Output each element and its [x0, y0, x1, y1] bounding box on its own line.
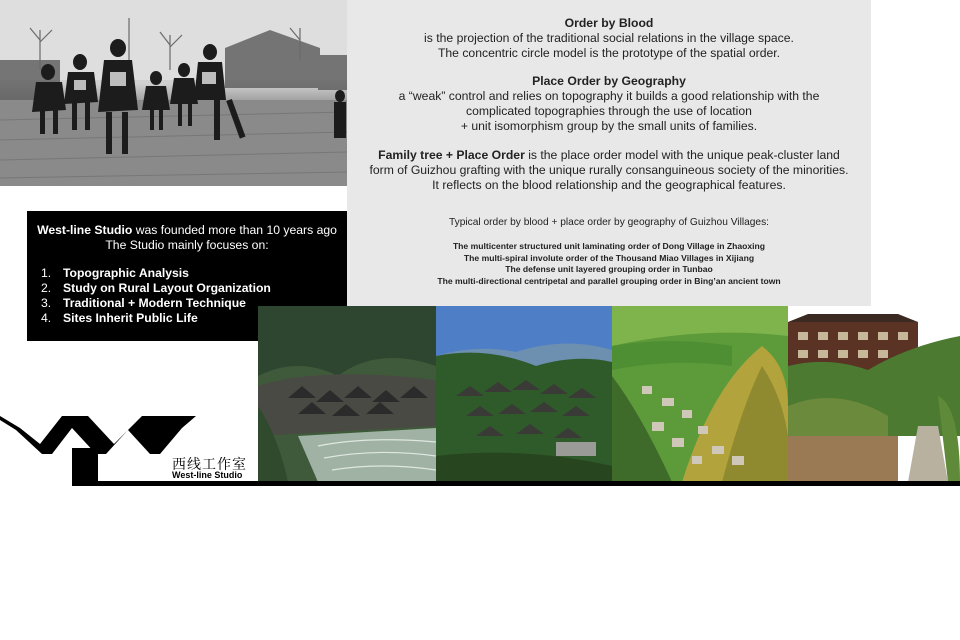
studio-intro: [27, 223, 347, 253]
xijiang-illustration: [436, 306, 612, 482]
logo-chinese-name: 西线工作室: [172, 456, 247, 472]
focus-item-number: 1.: [41, 266, 52, 280]
dance-photo: [0, 0, 347, 186]
order-by-blood-line2: The concentric circle model is the prototype of the spatial order.: [437, 46, 781, 60]
place-order-geography-line3: + unit isomorphism group by the small units of families.: [460, 119, 758, 133]
studio-intro-line1: was founded more than 10 years ago: [132, 223, 337, 237]
village-photo-xijiang: [436, 306, 612, 482]
village-photo-zhaoxing: [258, 306, 436, 482]
family-tree-block: [347, 148, 871, 193]
order-by-blood-heading: Order by Blood: [564, 16, 654, 30]
place-order-geography-block: [347, 74, 871, 134]
family-tree-line3: It reflects on the blood relationship and the geographical features.: [432, 178, 786, 192]
focus-list: [41, 266, 271, 326]
focus-item: [41, 311, 271, 326]
logo-english-name: West-line Studio: [172, 470, 243, 480]
focus-item-label: Traditional + Modern Technique: [63, 296, 246, 310]
place-order-geography-line1: a “weak” control and relies on topography it builds a good relationship with the: [398, 89, 820, 103]
examples-list: [347, 241, 871, 287]
family-tree-line1: is the place order model with the unique peak-cluster land: [524, 148, 840, 162]
example-item: The multicenter structured unit laminating order of Dong Village in Zhaoxing: [452, 241, 766, 251]
place-order-geography-heading: Place Order by Geography: [532, 74, 686, 88]
bingan-illustration: [788, 306, 960, 482]
focus-item-number: 3.: [41, 296, 52, 310]
focus-item: [41, 296, 271, 311]
order-by-blood-block: [347, 16, 871, 61]
zhaoxing-illustration: [258, 306, 436, 482]
focus-item-label: Topographic Analysis: [63, 266, 189, 280]
focus-item-number: 4.: [41, 311, 52, 325]
family-tree-lead: Family tree + Place Order: [378, 148, 525, 162]
example-item: The defense unit layered grouping order in Tunbao: [505, 264, 713, 274]
focus-item-label: Sites Inherit Public Life: [63, 311, 198, 325]
studio-name: West-line Studio: [37, 223, 133, 237]
village-photo-tunbao: [612, 306, 788, 482]
focus-item: [41, 281, 271, 296]
order-by-blood-line1: is the projection of the traditional social relations in the village space.: [424, 31, 794, 45]
place-order-geography-line2: complicated topographies through the use of location: [466, 104, 752, 118]
typical-order-heading: Typical order by blood + place order by geography of Guizhou Villages:: [448, 217, 770, 228]
text-panel: [347, 0, 871, 306]
focus-item-number: 2.: [41, 281, 52, 295]
tunbao-illustration: [612, 306, 788, 482]
family-tree-line2: form of Guizhou grafting with the unique rurally consanguineous society of the minorities.: [369, 163, 849, 177]
studio-intro-line2: The Studio mainly focuses on:: [105, 238, 269, 252]
example-item: The multi-spiral involute order of the Thousand Miao Villages in Xijiang: [463, 252, 755, 263]
focus-item: [41, 266, 271, 281]
village-photo-bingan: [788, 306, 960, 482]
dance-scene-illustration: [0, 0, 347, 186]
example-item: The multi-directional centripetal and parallel grouping order in Bing’an ancient town: [437, 275, 781, 286]
focus-item-label: Study on Rural Layout Organization: [63, 281, 271, 295]
